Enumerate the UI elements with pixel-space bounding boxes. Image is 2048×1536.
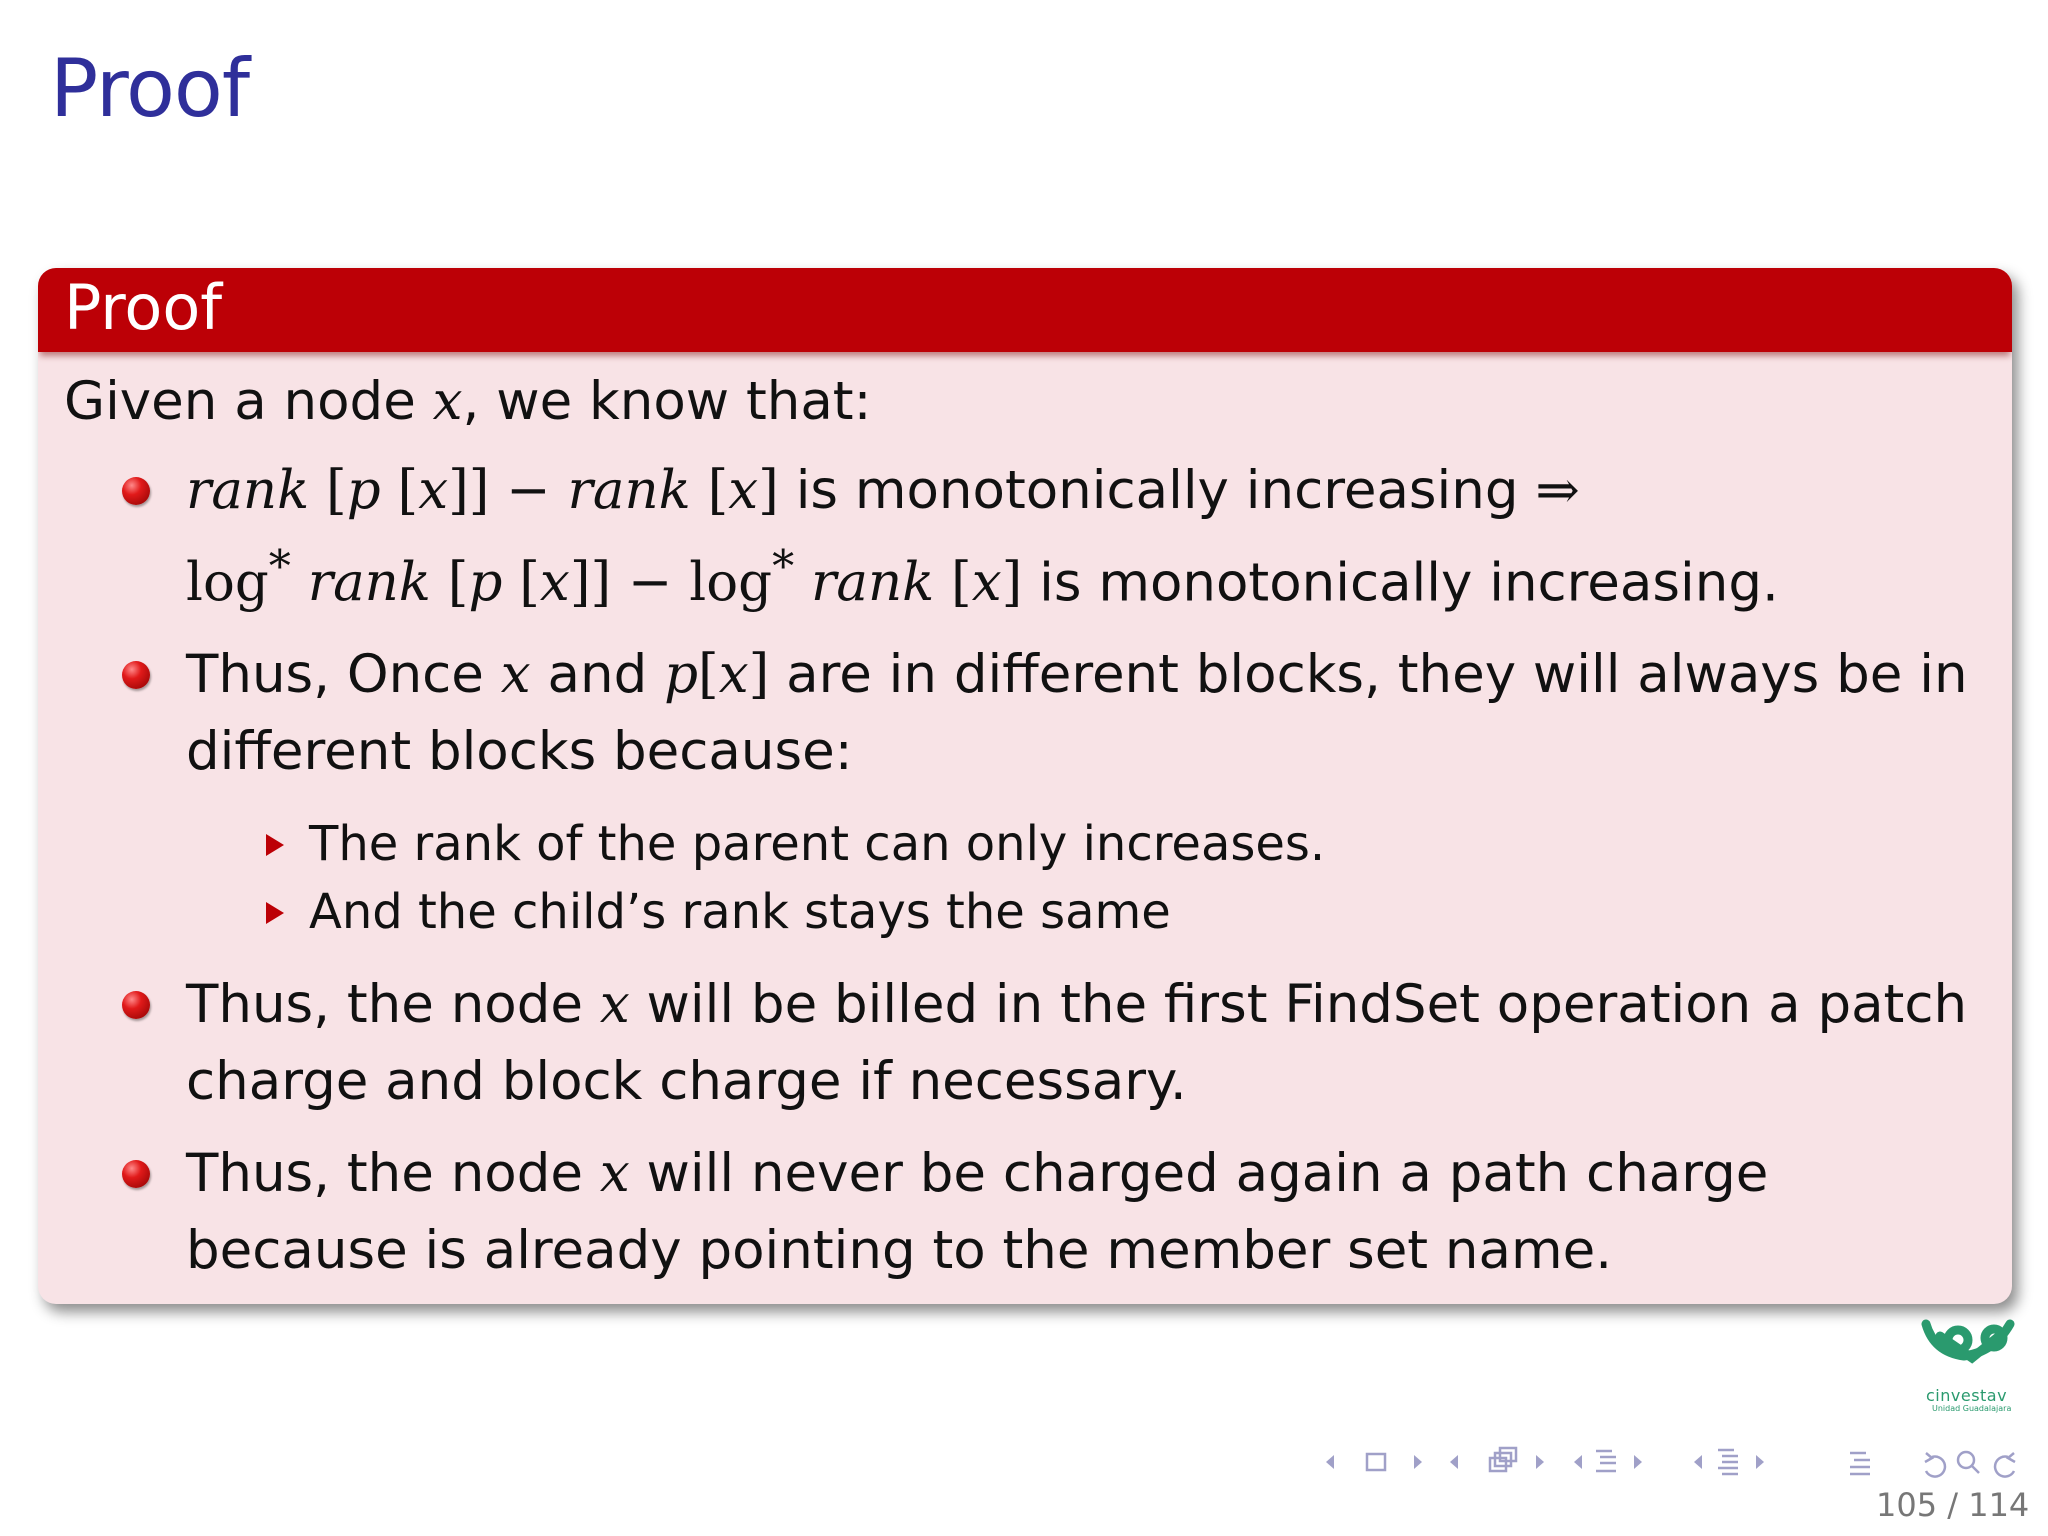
doc-icon[interactable] xyxy=(1718,1450,1738,1474)
bullet-icon xyxy=(122,477,150,505)
section-icon[interactable] xyxy=(1596,1451,1616,1471)
logo-name: cinvestav xyxy=(1926,1386,2008,1405)
nav-left-arrow-icon[interactable] xyxy=(1450,1455,1458,1469)
bullet-icon xyxy=(122,1160,150,1188)
bullet-icon xyxy=(122,991,150,1019)
block-title: Proof xyxy=(64,271,223,344)
list-item: Thus, the node x will be billed in the first FindSet operation a patch charge and block charge if necessary. xyxy=(64,966,2012,1120)
block-header xyxy=(38,268,2012,352)
bullet-list xyxy=(64,452,2012,1290)
bullet-icon xyxy=(122,661,150,689)
nav-left-arrow-icon[interactable] xyxy=(1574,1455,1582,1469)
nav-right-arrow-icon[interactable] xyxy=(1634,1455,1642,1469)
logo-subtitle: Unidad Guadalajara xyxy=(1932,1404,2012,1413)
nav-left-arrow-icon[interactable] xyxy=(1326,1455,1334,1469)
nav-right-arrow-icon[interactable] xyxy=(1536,1455,1544,1469)
nav-right-arrow-icon[interactable] xyxy=(1756,1455,1764,1469)
sub-list-item: The rank of the parent can only increases. xyxy=(186,810,1992,878)
navigation-bar xyxy=(1320,1445,2032,1479)
triangle-bullet-icon xyxy=(266,902,284,924)
list-item: Thus, Once x and p[x] are in different blocks, they will always be in different blocks because: The rank of the parent can only increases. And the child’s rank stays the same xyxy=(64,636,2012,946)
sub-list xyxy=(186,810,1992,946)
frame-title: Proof xyxy=(50,42,250,135)
intro-text: Given a node x, we know that: xyxy=(64,371,872,432)
nav-left-arrow-icon[interactable] xyxy=(1694,1455,1702,1469)
page-number: 105 / 114 xyxy=(1876,1486,2030,1524)
subsection-icon[interactable] xyxy=(1490,1448,1516,1471)
frame-icon[interactable] xyxy=(1367,1454,1385,1470)
list-item: rank [p [x]] − rank [x] is monotonically increasing ⇒ log* rank [p [x]] − log* rank [x] is monotonically increasing. xyxy=(64,452,2012,622)
sub-list-item: And the child’s rank stays the same xyxy=(186,878,1992,946)
search-icon[interactable] xyxy=(1958,1452,1979,1473)
nav-right-arrow-icon[interactable] xyxy=(1414,1455,1422,1469)
triangle-bullet-icon xyxy=(266,834,284,856)
navigation-symbols xyxy=(1320,1445,2032,1479)
list-item: Thus, the node x will never be charged again a path charge because is already pointing to the member set name. xyxy=(64,1135,2012,1289)
toc-icon[interactable] xyxy=(1850,1453,1870,1474)
proof-block xyxy=(38,268,2012,1304)
block-body xyxy=(38,370,2012,1289)
